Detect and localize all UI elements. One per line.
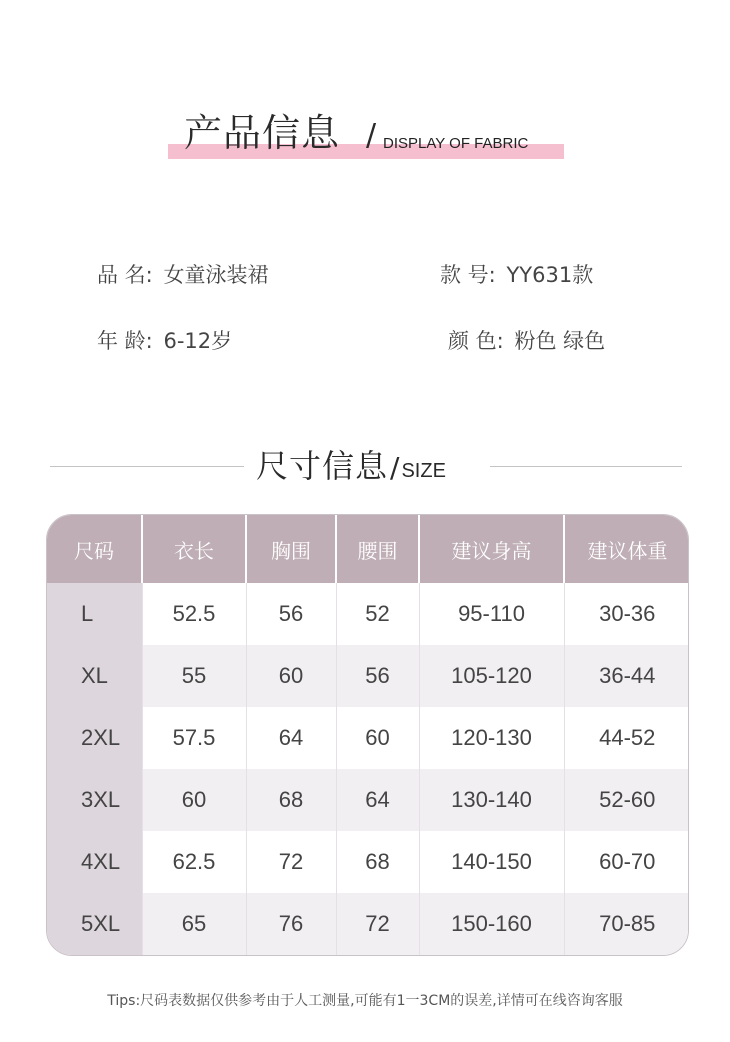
weight-cell: 30-36 xyxy=(564,583,689,645)
model-number-field xyxy=(440,261,593,289)
size-table xyxy=(47,515,689,955)
model-number-value: YY631款 xyxy=(506,263,594,287)
age-value: 6-12岁 xyxy=(163,329,233,353)
length-cell: 57.5 xyxy=(142,707,246,769)
size-table-container xyxy=(46,514,689,956)
color-field xyxy=(448,327,605,355)
chest-cell: 60 xyxy=(246,645,336,707)
header-cell-weight: 建议体重 xyxy=(564,515,689,583)
table-row xyxy=(47,769,689,831)
header-cell-height: 建议身高 xyxy=(419,515,564,583)
weight-cell: 52-60 xyxy=(564,769,689,831)
weight-cell: 70-85 xyxy=(564,893,689,955)
product-name-label: 品 名: xyxy=(97,263,153,287)
length-cell: 65 xyxy=(142,893,246,955)
height-cell: 150-160 xyxy=(419,893,564,955)
product-name-field xyxy=(97,261,268,289)
size-cell: 2XL xyxy=(47,707,142,769)
header-cell-length: 衣长 xyxy=(142,515,246,583)
height-cell: 130-140 xyxy=(419,769,564,831)
table-row xyxy=(47,831,689,893)
header-cell-size: 尺码 xyxy=(47,515,142,583)
weight-cell: 36-44 xyxy=(564,645,689,707)
size-cell: L xyxy=(47,583,142,645)
size-title-separator: / xyxy=(390,451,400,484)
title-separator: / xyxy=(366,118,377,153)
waist-cell: 60 xyxy=(336,707,419,769)
table-row xyxy=(47,583,689,645)
size-info-title: 尺寸信息 xyxy=(256,447,389,485)
age-label: 年 龄: xyxy=(97,329,153,353)
size-info-heading xyxy=(256,444,446,488)
product-info-title: 产品信息 xyxy=(184,111,341,155)
header-cell-chest: 胸围 xyxy=(246,515,336,583)
color-label: 颜 色: xyxy=(448,329,504,353)
chest-cell: 64 xyxy=(246,707,336,769)
height-cell: 105-120 xyxy=(419,645,564,707)
waist-cell: 52 xyxy=(336,583,419,645)
waist-cell: 56 xyxy=(336,645,419,707)
weight-cell: 44-52 xyxy=(564,707,689,769)
size-cell: XL xyxy=(47,645,142,707)
size-cell: 5XL xyxy=(47,893,142,955)
size-info-subtitle: SIZE xyxy=(401,460,446,482)
size-divider-left xyxy=(50,466,244,467)
length-cell: 62.5 xyxy=(142,831,246,893)
length-cell: 52.5 xyxy=(142,583,246,645)
height-cell: 120-130 xyxy=(419,707,564,769)
size-cell: 4XL xyxy=(47,831,142,893)
table-row xyxy=(47,707,689,769)
table-row xyxy=(47,645,689,707)
size-cell: 3XL xyxy=(47,769,142,831)
model-number-label: 款 号: xyxy=(440,263,496,287)
chest-cell: 68 xyxy=(246,769,336,831)
table-row xyxy=(47,893,689,955)
weight-cell: 60-70 xyxy=(564,831,689,893)
length-cell: 60 xyxy=(142,769,246,831)
length-cell: 55 xyxy=(142,645,246,707)
product-name-value: 女童泳装裙 xyxy=(163,263,269,287)
height-cell: 95-110 xyxy=(419,583,564,645)
age-field xyxy=(97,327,232,355)
color-value: 粉色 绿色 xyxy=(514,329,606,353)
table-header-row xyxy=(47,515,689,583)
product-info-subtitle: DISPLAY OF FABRIC xyxy=(383,135,529,152)
chest-cell: 76 xyxy=(246,893,336,955)
header-cell-waist: 腰围 xyxy=(336,515,419,583)
height-cell: 140-150 xyxy=(419,831,564,893)
waist-cell: 72 xyxy=(336,893,419,955)
size-divider-right xyxy=(490,466,682,467)
chest-cell: 72 xyxy=(246,831,336,893)
measurement-tips: Tips:尺码表数据仅供参考由于人工测量,可能有1一3CM的误差,详情可在线咨询客服 xyxy=(107,993,623,1009)
waist-cell: 64 xyxy=(336,769,419,831)
waist-cell: 68 xyxy=(336,831,419,893)
chest-cell: 56 xyxy=(246,583,336,645)
product-info-heading xyxy=(168,108,568,164)
